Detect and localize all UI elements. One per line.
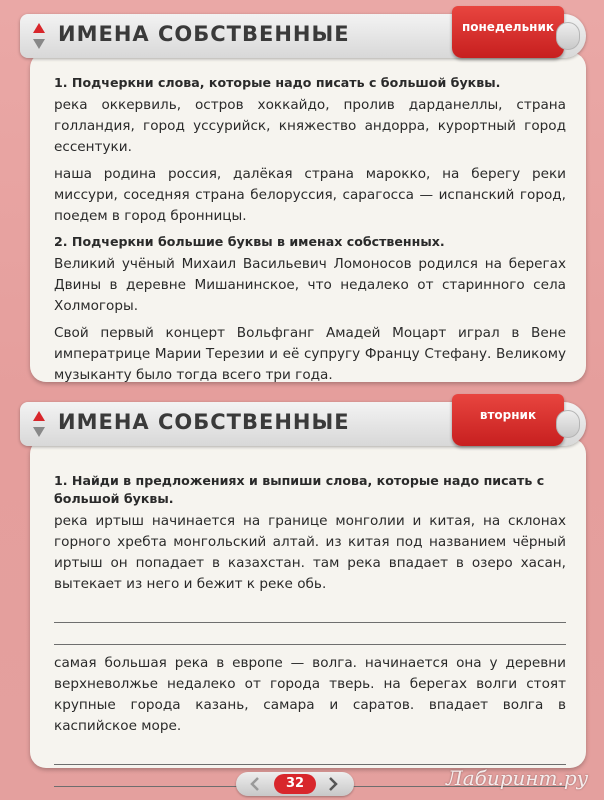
task-paragraph: Свой первый концерт Вольфганг Амадей Моцарт играл в Вене императрице Марии Терезии и её супругу Францу Стефану. Великому музыканту было тогда всего три года. — [54, 325, 566, 383]
toggle-knob-icon — [556, 410, 580, 438]
lesson-card-monday — [30, 52, 586, 382]
page-number: 32 — [274, 774, 316, 794]
toggle-knob-icon — [556, 22, 580, 50]
day-tab-tuesday: вторник — [452, 394, 564, 446]
day-tab-monday: понедельник — [452, 6, 564, 58]
task-paragraph: река оккервиль, остров хоккайдо, пролив дарданеллы, страна голландия, город уссурийск, княжество андорра, курортный город ессентуки. — [54, 97, 566, 155]
task-title: 1. Подчеркни слова, которые надо писать с большой буквы. — [54, 75, 501, 90]
chevron-left-icon[interactable] — [250, 776, 260, 792]
task-paragraph: наша родина россия, далёкая страна марокко, на берегу реки миссури, соседняя страна белоруссия, сарагосса — испанский город, поедем в город бронницы. — [54, 166, 566, 224]
task-paragraph: Великий учёный Михаил Васильевич Ломоносов родился на берегах Двины в деревне Мишанинское, что недалеко от старинного села Холмогоры. — [54, 256, 566, 314]
lesson-header-tuesday — [20, 402, 586, 446]
up-down-arrows-icon — [32, 22, 46, 50]
lesson-content — [54, 74, 566, 392]
task-paragraph: река иртыш начинается на границе монголии и китая, на склонах горного хребта монгольский алтай. из китая под названием чёрный иртыш он попадает в казахстан. там река впадает в озеро хасан, вытекает из него и бежит к реке обь. — [54, 513, 566, 592]
watermark: Лабиринт.ру — [446, 766, 589, 790]
up-down-arrows-icon — [32, 410, 46, 438]
chevron-right-icon[interactable] — [328, 776, 338, 792]
lesson-title: ИМЕНА СОБСТВЕННЫЕ — [58, 22, 350, 46]
page-navigation — [236, 772, 354, 796]
lesson-content — [54, 472, 566, 787]
task-title: 1. Найди в предложениях и выпиши слова, которые надо писать с большой буквы. — [54, 473, 545, 506]
task-paragraph: самая большая река в европе — волга. начинается она у деревни верхневолжье недалеко от города тверь. на берегах волги стоят крупные города казань, самара и саратов. впадает волга в каспийское море. — [54, 655, 566, 734]
answer-line[interactable] — [54, 601, 566, 623]
lesson-card-tuesday — [30, 438, 586, 768]
answer-line[interactable] — [54, 623, 566, 645]
lesson-header-monday — [20, 14, 586, 58]
lesson-title: ИМЕНА СОБСТВЕННЫЕ — [58, 410, 350, 434]
answer-line[interactable] — [54, 743, 566, 765]
task-title: 2. Подчеркни большие буквы в именах собственных. — [54, 234, 445, 249]
